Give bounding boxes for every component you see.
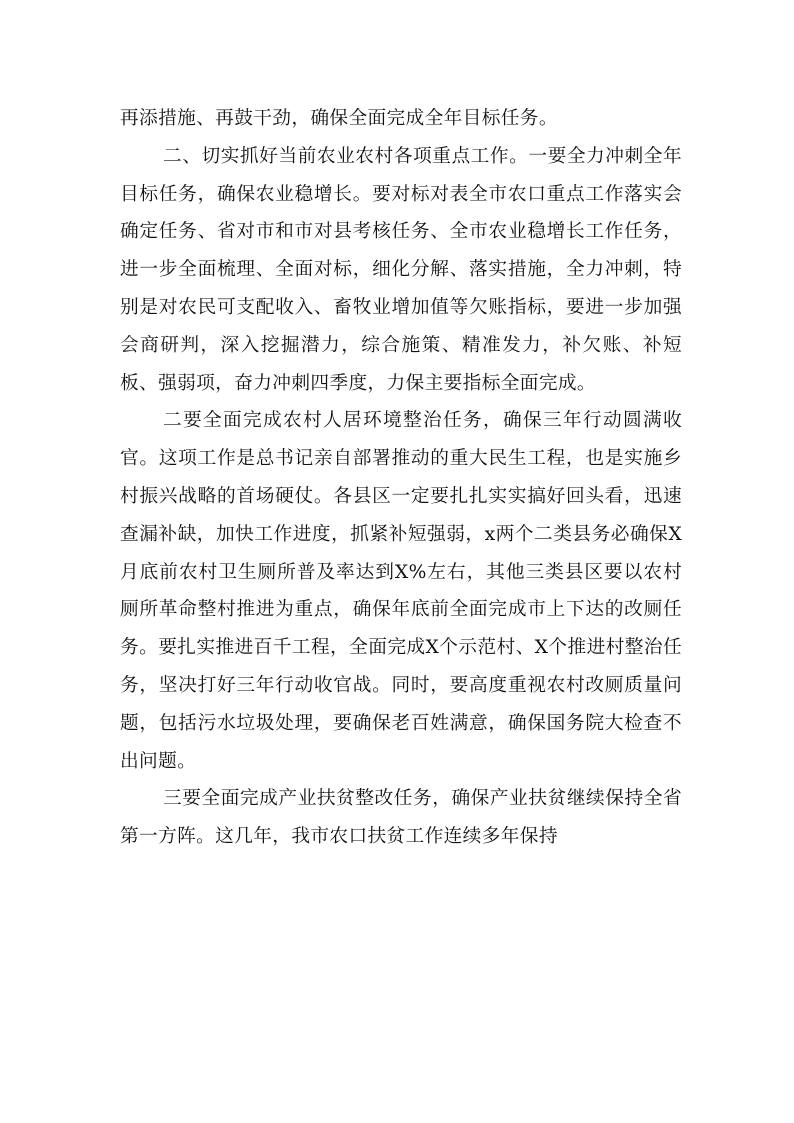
paragraph-section-two: 二、切实抓好当前农业农村各项重点工作。一要全力冲刺全年目标任务，确保农业稳增长。要对标对表全市农口重点工作落实会确定任务、省对市和市对县考核任务、全市农业稳增长工作任务，进一步全面梳理、全面对标，细化分解、落实措施，全力冲刺，特别是对农民可支配收入、畜牧业增加值等欠账指标，要进一步加强会商研判，深入挖掘潜力，综合施策、精准发力，补欠账、补短板、强弱项，奋力冲刺四季度，力保主要指标全面完成。 [120,145,682,394]
paragraph-living-environment: 二要全面完成农村人居环境整治任务，确保三年行动圆满收官。这项工作是总书记亲自部署推动的重大民生工程，也是实施乡村振兴战略的首场硬仗。各县区一定要扎扎实实搞好回头看，迅速查漏补缺，加快工作进度，抓紧补短强弱，x两个二类县务必确保X月底前农村卫生厕所普及率达到X%左右，其他三类县区要以农村厕所革命整村推进为重点，确保年底前全面完成市上下达的改厕任务。要扎实推进百千工程，全面完成X个示范村、X个推进村整治任务，坚决打好三年行动收官战。同时，要高度重视农村改厕质量问题，包括污水垃圾处理，要确保老百姓满意，确保国务院大检查不出问题。 [120,410,682,772]
paragraph-continuation: 再添措施、再鼓干劲，确保全面完成全年目标任务。 [120,108,558,129]
paragraph-poverty-alleviation: 三要全面完成产业扶贫整改任务，确保产业扶贫继续保持全省第一方阵。这几年，我市农口扶贫工作连续多年保持 [120,788,682,848]
document-body [120,100,682,856]
